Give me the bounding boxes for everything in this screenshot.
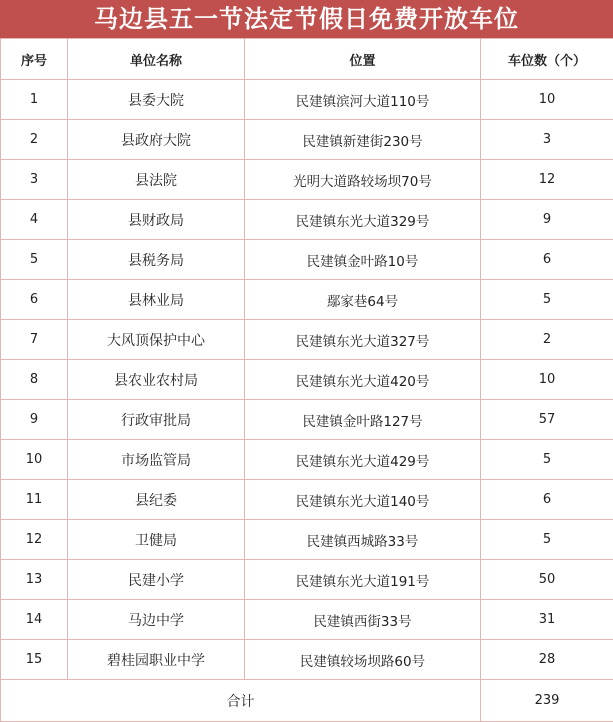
cell-index: 6 xyxy=(1,280,68,320)
cell-location: 民建镇新建街230号 xyxy=(245,120,481,160)
table-row xyxy=(1,600,613,640)
cell-index: 10 xyxy=(1,440,68,480)
cell-index: 2 xyxy=(1,120,68,160)
cell-index: 5 xyxy=(1,240,68,280)
table-row xyxy=(1,240,613,280)
cell-location: 民建镇较场坝路60号 xyxy=(245,640,481,680)
cell-index: 3 xyxy=(1,160,68,200)
cell-index: 15 xyxy=(1,640,68,680)
table-row xyxy=(1,320,613,360)
table-row xyxy=(1,280,613,320)
table-row xyxy=(1,360,613,400)
table-row xyxy=(1,480,613,520)
cell-location: 光明大道路较场坝70号 xyxy=(245,160,481,200)
cell-spaces: 5 xyxy=(481,280,613,320)
cell-location: 民建镇东光大道140号 xyxy=(245,480,481,520)
cell-spaces: 9 xyxy=(481,200,613,240)
cell-unit: 县财政局 xyxy=(68,200,245,240)
cell-spaces: 28 xyxy=(481,640,613,680)
cell-location: 民建镇东光大道420号 xyxy=(245,360,481,400)
cell-unit: 卫健局 xyxy=(68,520,245,560)
cell-unit: 县法院 xyxy=(68,160,245,200)
table-row xyxy=(1,560,613,600)
cell-location: 民建镇金叶路127号 xyxy=(245,400,481,440)
cell-index: 1 xyxy=(1,80,68,120)
table-body xyxy=(1,80,613,722)
cell-location: 民建镇西街33号 xyxy=(245,600,481,640)
header-spaces: 车位数（个） xyxy=(481,39,613,80)
cell-unit: 县农业农村局 xyxy=(68,360,245,400)
cell-unit: 马边中学 xyxy=(68,600,245,640)
cell-unit: 民建小学 xyxy=(68,560,245,600)
cell-location: 民建镇东光大道191号 xyxy=(245,560,481,600)
table-row xyxy=(1,160,613,200)
cell-index: 7 xyxy=(1,320,68,360)
table-row xyxy=(1,520,613,560)
cell-location: 民建镇东光大道327号 xyxy=(245,320,481,360)
cell-spaces: 57 xyxy=(481,400,613,440)
total-label: 合计 xyxy=(1,680,481,722)
cell-index: 14 xyxy=(1,600,68,640)
cell-spaces: 12 xyxy=(481,160,613,200)
table-row xyxy=(1,120,613,160)
cell-location: 民建镇东光大道329号 xyxy=(245,200,481,240)
parking-table xyxy=(0,38,613,722)
cell-spaces: 10 xyxy=(481,360,613,400)
cell-spaces: 3 xyxy=(481,120,613,160)
cell-unit: 市场监管局 xyxy=(68,440,245,480)
table-row xyxy=(1,440,613,480)
table-row xyxy=(1,80,613,120)
cell-location: 民建镇滨河大道110号 xyxy=(245,80,481,120)
total-row xyxy=(1,680,613,722)
cell-index: 4 xyxy=(1,200,68,240)
header-location: 位置 xyxy=(245,39,481,80)
cell-spaces: 2 xyxy=(481,320,613,360)
cell-unit: 县税务局 xyxy=(68,240,245,280)
header-index: 序号 xyxy=(1,39,68,80)
cell-location: 民建镇金叶路10号 xyxy=(245,240,481,280)
cell-unit: 县纪委 xyxy=(68,480,245,520)
total-value: 239 xyxy=(481,680,613,722)
cell-location: 鄢家巷64号 xyxy=(245,280,481,320)
cell-location: 民建镇东光大道429号 xyxy=(245,440,481,480)
cell-unit: 县委大院 xyxy=(68,80,245,120)
cell-spaces: 31 xyxy=(481,600,613,640)
cell-index: 11 xyxy=(1,480,68,520)
table-row xyxy=(1,200,613,240)
cell-unit: 县政府大院 xyxy=(68,120,245,160)
cell-unit: 碧桂园职业中学 xyxy=(68,640,245,680)
table-row xyxy=(1,400,613,440)
page-title: 马边县五一节法定节假日免费开放车位 xyxy=(0,0,613,38)
cell-index: 12 xyxy=(1,520,68,560)
cell-index: 13 xyxy=(1,560,68,600)
header-unit: 单位名称 xyxy=(68,39,245,80)
cell-unit: 县林业局 xyxy=(68,280,245,320)
cell-unit: 大风顶保护中心 xyxy=(68,320,245,360)
table-row xyxy=(1,640,613,680)
cell-spaces: 5 xyxy=(481,520,613,560)
cell-spaces: 50 xyxy=(481,560,613,600)
cell-spaces: 6 xyxy=(481,240,613,280)
cell-spaces: 10 xyxy=(481,80,613,120)
cell-spaces: 5 xyxy=(481,440,613,480)
table-header-row xyxy=(1,39,613,80)
cell-index: 8 xyxy=(1,360,68,400)
cell-unit: 行政审批局 xyxy=(68,400,245,440)
cell-index: 9 xyxy=(1,400,68,440)
cell-spaces: 6 xyxy=(481,480,613,520)
cell-location: 民建镇西城路33号 xyxy=(245,520,481,560)
